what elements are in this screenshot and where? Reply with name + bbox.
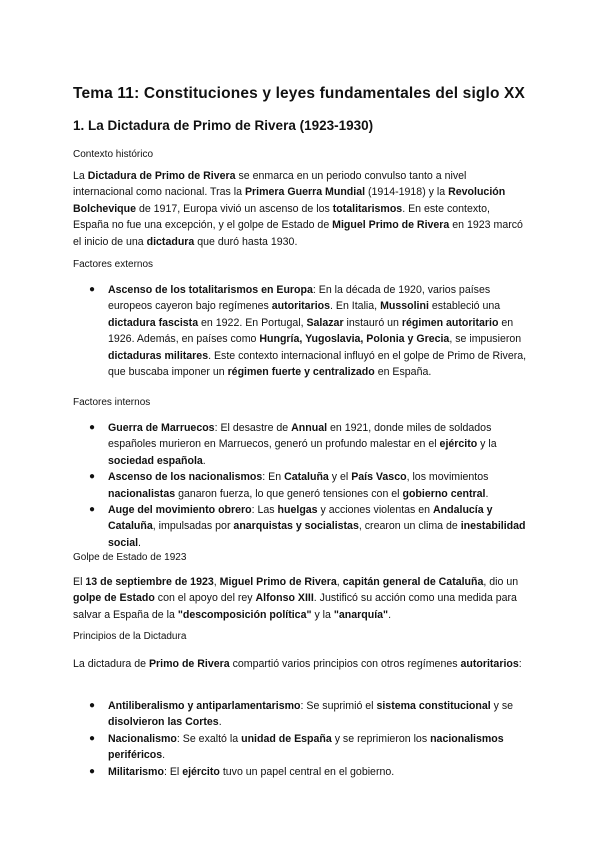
text-run: que duró hasta 1930. xyxy=(194,235,298,248)
list-item xyxy=(73,469,528,502)
bold-text: Andalucía y Cataluña xyxy=(108,504,493,533)
text-run: . xyxy=(138,536,141,549)
bold-text: ejército xyxy=(182,765,220,778)
bullet-icon: ● xyxy=(89,700,96,711)
text-run: : En xyxy=(262,471,285,484)
bold-text: sistema constitucional xyxy=(376,700,491,712)
text-run: en 1923 marcó el inicio de una xyxy=(73,219,523,248)
list-item xyxy=(73,420,528,469)
paragraph-principios-intro xyxy=(73,656,528,672)
bold-text: Dictadura de Primo de Rivera xyxy=(87,170,236,182)
bold-text: dictadura xyxy=(146,235,195,248)
bold-text: autoritarios xyxy=(460,658,519,670)
text-run: : El xyxy=(163,765,183,778)
text-run: en 1922. En Portugal, xyxy=(198,316,307,329)
subheading-factores-externos: Factores externos xyxy=(73,259,154,270)
bold-text: totalitarismos xyxy=(332,202,403,215)
text-run: , impulsadas por xyxy=(152,520,234,533)
list-item xyxy=(73,731,528,764)
bold-text: "descomposición política" xyxy=(177,608,312,621)
bold-text: Primo de Rivera xyxy=(148,658,230,670)
list-item xyxy=(73,282,528,380)
bullet-icon: ● xyxy=(89,732,96,744)
bold-text: Revolución Bolchevique xyxy=(73,186,506,215)
bold-text: capitán general de Cataluña xyxy=(342,576,484,588)
text-run: . xyxy=(218,716,222,729)
text-run: con el apoyo del rey xyxy=(154,592,256,605)
text-run: , xyxy=(213,576,220,588)
list-principios xyxy=(73,698,528,780)
text-run: : xyxy=(518,658,522,670)
text-run: estableció una xyxy=(428,300,501,313)
document-title: Tema 11: Constituciones y leyes fundamentales del siglo XX xyxy=(73,85,526,102)
section-heading: 1. La Dictadura de Primo de Rivera (1923-1930) xyxy=(73,118,374,133)
text-run: compartió varios principios con otros regímenes xyxy=(229,658,461,670)
text-run: . xyxy=(485,487,489,500)
subheading-golpe: Golpe de Estado de 1923 xyxy=(73,552,187,563)
list-factores-externos xyxy=(73,282,528,380)
bold-text: Annual xyxy=(291,422,328,434)
bold-text: ejército xyxy=(439,438,478,451)
text-run: La xyxy=(73,170,88,182)
subheading-factores-internos: Factores internos xyxy=(73,397,151,408)
text-run: : El desastre de xyxy=(214,422,292,434)
list-item xyxy=(73,502,528,551)
text-run: y acciones violentas en xyxy=(317,504,434,517)
bold-text: disolvieron las Cortes xyxy=(108,716,219,729)
bold-text: dictaduras militares xyxy=(108,349,209,362)
bold-text: dictadura fascista xyxy=(108,316,199,329)
text-run: en 1926. Además, en países como xyxy=(108,316,514,346)
bold-text: Antiliberalismo y antiparlamentarismo xyxy=(108,700,301,712)
text-run: , dio un xyxy=(483,576,519,588)
text-run: tuvo un papel central en el gobierno. xyxy=(219,765,395,778)
bold-text: golpe de Estado xyxy=(73,592,155,605)
bold-text: "anarquía" xyxy=(333,608,389,621)
text-run: y la xyxy=(477,438,497,451)
bold-text: Nacionalismo xyxy=(108,732,177,745)
text-run: y se xyxy=(490,700,514,712)
bold-text: Militarismo xyxy=(108,765,164,778)
text-run: . xyxy=(202,454,206,467)
text-run: y se reprimieron los xyxy=(331,732,431,745)
text-run: . Justificó su acción como una medida para salvar a España de la xyxy=(73,592,517,621)
text-run: . En Italia, xyxy=(330,300,381,313)
text-run: , se impusieron xyxy=(449,333,522,346)
bold-text: Hungría, Yugoslavia, Polonia y Grecia xyxy=(259,333,450,346)
text-run: El xyxy=(73,576,86,588)
bold-text: Miguel Primo de Rivera xyxy=(332,219,450,232)
text-run: : Las xyxy=(251,504,278,517)
text-run: : Se exaltó la xyxy=(176,732,242,745)
text-run: en España. xyxy=(374,366,432,379)
bold-text: huelgas xyxy=(277,504,318,517)
bold-text: unidad de España xyxy=(241,732,332,745)
bold-text: Ascenso de los totalitarismos en Europa xyxy=(108,284,313,296)
bold-text: 13 de septiembre de 1923 xyxy=(85,576,214,588)
text-run: (1914-1918) y la xyxy=(365,186,449,199)
text-run: en 1921, donde miles de soldados españoles murieron en Marruecos, generó un profundo malestar en el xyxy=(108,422,492,451)
bold-text: Ascenso de los nacionalismos xyxy=(108,471,263,484)
bold-text: Primera Guerra Mundial xyxy=(244,186,366,199)
bold-text: Cataluña xyxy=(284,471,329,484)
subheading-principios: Principios de la Dictadura xyxy=(73,631,187,642)
bullet-icon: ● xyxy=(89,471,96,483)
text-run: . xyxy=(388,608,392,621)
bold-text: País Vasco xyxy=(351,471,407,484)
bullet-icon: ● xyxy=(89,422,96,433)
bold-text: régimen autoritario xyxy=(401,316,499,329)
text-run: , los movimientos xyxy=(406,471,489,484)
bold-text: nacionalismos periféricos xyxy=(108,732,504,762)
list-item xyxy=(73,764,528,780)
text-run: instauró un xyxy=(343,316,402,329)
text-run: . xyxy=(162,749,166,762)
text-run: : Se suprimió el xyxy=(300,700,377,712)
subheading-contexto: Contexto histórico xyxy=(73,149,154,160)
paragraph-contexto xyxy=(73,168,528,250)
text-run: y el xyxy=(328,471,352,484)
text-run: : En la década de 1920, varios países europeos cayeron bajo regímenes xyxy=(108,284,491,313)
list-factores-internos xyxy=(73,420,528,551)
bold-text: Miguel Primo de Rivera xyxy=(219,576,337,588)
bullet-icon: ● xyxy=(89,504,96,516)
bold-text: régimen fuerte y centralizado xyxy=(227,366,375,379)
text-run: La dictadura de xyxy=(73,658,149,670)
text-run: . En este contexto, España no fue una excepción, y el golpe de Estado de xyxy=(73,202,490,232)
bold-text: autoritarios xyxy=(271,300,330,313)
bold-text: Alfonso XIII xyxy=(255,592,314,605)
bullet-icon: ● xyxy=(89,765,96,777)
text-run: se enmarca en un periodo convulso tanto a nivel internacional como nacional. Tras la xyxy=(73,170,467,199)
text-run: , crearon un clima de xyxy=(358,520,461,533)
text-run: . Este contexto internacional influyó en el golpe de Primo de Rivera, que buscaba imponer un xyxy=(108,349,527,379)
bold-text: Auge del movimiento obrero xyxy=(108,504,252,517)
bold-text: anarquistas y socialistas xyxy=(233,520,359,533)
paragraph-golpe xyxy=(73,574,528,623)
bold-text: Guerra de Marruecos xyxy=(108,422,215,434)
list-item xyxy=(73,698,528,731)
text-run: de 1917, Europa vivió un ascenso de los xyxy=(136,202,333,215)
bold-text: inestabilidad social xyxy=(108,520,526,549)
text-run: ganaron fuerza, lo que generó tensiones con el xyxy=(175,487,403,500)
bullet-icon: ● xyxy=(89,284,96,295)
text-run: , xyxy=(336,576,343,588)
bold-text: Salazar xyxy=(306,316,344,329)
text-run: y la xyxy=(311,608,334,621)
bold-text: Mussolini xyxy=(380,300,429,313)
bold-text: nacionalistas xyxy=(108,487,176,500)
bold-text: sociedad española xyxy=(108,454,203,467)
bold-text: gobierno central xyxy=(402,487,486,500)
